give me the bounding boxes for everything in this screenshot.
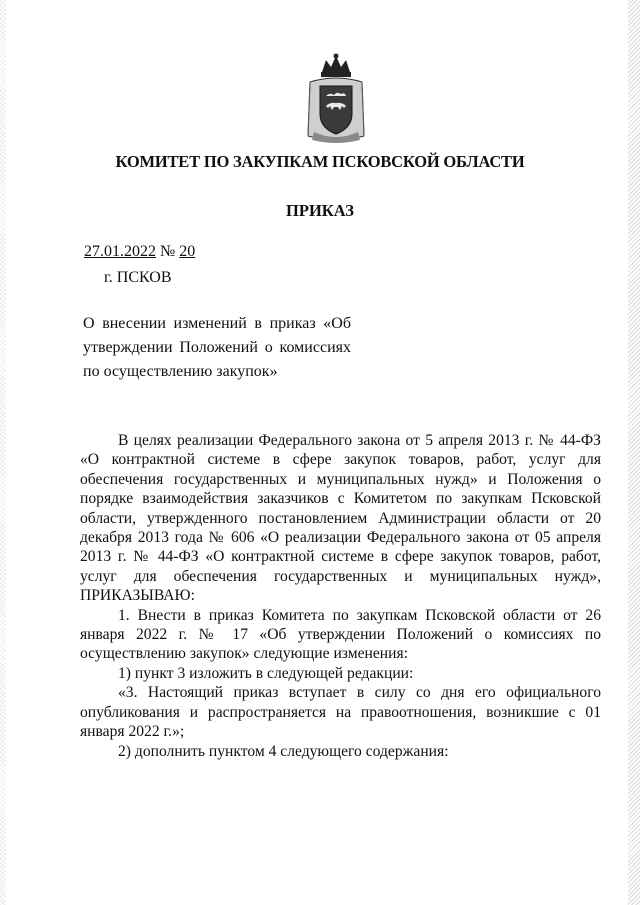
document-type: ПРИКАЗ (286, 201, 354, 220)
order-date: 27.01.2022 (84, 243, 156, 260)
city: г. ПСКОВ (104, 269, 172, 286)
paragraph-subitem-1: 1) пункт 3 изложить в следующей редакции: (118, 664, 414, 682)
paragraph-preamble: В целях реализации Федерального закона от 5 апреля 2013 г. № 44-ФЗ «О контрактной системе в сфере закупок товаров, работ, услуг для обеспечения государственных и муниципальных нужд» и Положения о порядке взаимодействия заказчиков с Комитетом по закупкам Псковской области, утвержденного постановлением Администрации области от 20 декабря 2013 года № 606 «О реализации Федерального закона от 05 апреля 2013 г. № 44-ФЗ «О контрактной системе в сфере закупок товаров, работ, услуг для обеспечения государственных и муниципальных нужд», ПРИКАЗЫВАЮ: (80, 432, 601, 605)
paragraph-item-1: 1. Внести в приказ Комитета по закупкам Псковской области от 26 января 2022 г. № 17 «Об утверждении Положений о комиссиях по осуществлению закупок» следующие изменения: (80, 606, 601, 663)
order-subject: О внесении изменений в приказ «Об утверждении Положений о комиссиях по осуществлению закупок» (83, 315, 351, 380)
number-sign: № (160, 243, 176, 260)
date-number-line (84, 243, 195, 261)
organization-title: КОМИТЕТ ПО ЗАКУПКАМ ПСКОВСКОЙ ОБЛАСТИ (115, 152, 525, 171)
scan-edge-left (0, 0, 6, 905)
paragraph-subitem-2: 2) дополнить пунктом 4 следующего содержания: (118, 742, 449, 760)
paragraph-quote-3: «3. Настоящий приказ вступает в силу со дня его официального опубликования и распространяется на правоотношения, возникшие с 01 января 2022 г.»; (80, 684, 601, 741)
coat-of-arms-icon (304, 52, 368, 144)
order-body (80, 431, 601, 761)
scan-edge-right (628, 0, 640, 905)
order-number: 20 (179, 243, 196, 260)
